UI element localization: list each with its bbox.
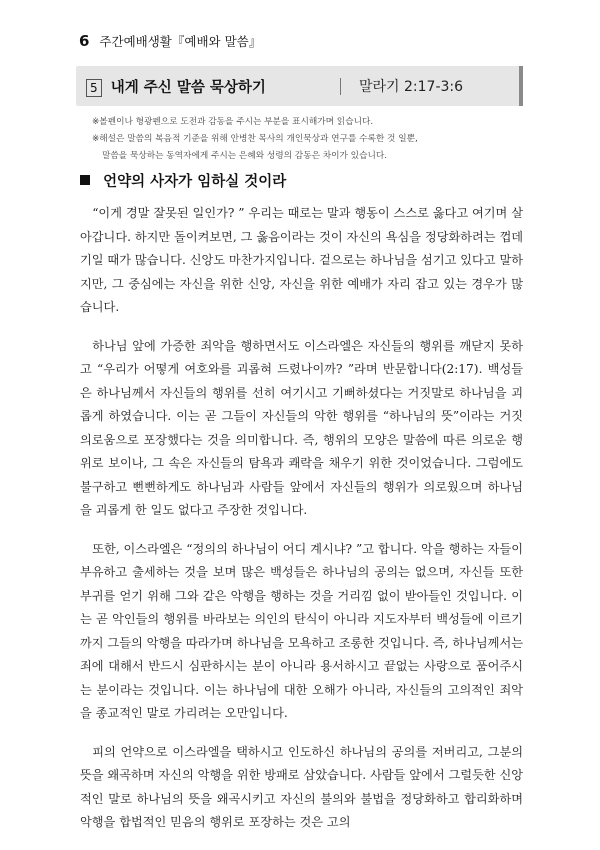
paragraph: 또한, 이스라엘은 “정의의 하나님이 어디 계시냐? ”고 합니다. 악을 행하는 자들이 부유하고 출세하는 것을 보며 많은 백성들은 하나님의 공의는 없으며, 자신들 또한 부귀를 얻기 위해 그와 같은 악행을 행하는 것을 거리낌 없이 받아들인 것입니다. 이는 곧 악인들의 행위를 바라보는 의인의 탄식이 아니라 지도자부터 백성들에 이르기까지 그들의 악행을 따라가며 하나님을 모욕하고 조롱한 것입니다. 즉, 하나님께서는 죄에 대해서 반드시 심판하시는 분이 아니라 용서하시고 끝없는 사랑으로 품어주시는 분이라는 것입니다. 이는 하나님에 대한 오해가 아니라, 자신들의 고의적인 죄악을 종교적인 말로 가리려는 오만입니다. bbox=[80, 541, 523, 720]
heading-text: 언약의 사자가 임하실 것이라 bbox=[103, 174, 287, 190]
section-number: 5 bbox=[86, 79, 102, 97]
section-divider bbox=[340, 78, 341, 95]
paragraph: 피의 언약으로 이스라엘을 택하시고 인도하신 하나님의 공의를 저버리고, 그분의 뜻을 왜곡하며 자신의 악행을 위한 방패로 삼았습니다. 사람들 앞에서 그럴듯한 신앙적인 말로 하나님의 뜻을 왜곡시키고 자신의 불의와 불법을 정당화하고 합리화하며 악행을 합법적인 믿음의 행위로 포장하는 것은 고의 bbox=[80, 744, 523, 829]
note-line: 말씀을 묵상하는 동역자에게 주시는 은혜와 성령의 감동은 차이가 있습니다. bbox=[102, 151, 388, 161]
note-line: ※볼펜이나 형광펜으로 도전과 감동을 주시는 부분을 표시해가며 읽습니다. bbox=[92, 117, 374, 127]
reading-notes bbox=[92, 114, 532, 165]
section-banner bbox=[76, 66, 523, 106]
book-title: 주간예배생활『예배와 말씀』 bbox=[99, 34, 262, 49]
banner-accent bbox=[519, 66, 523, 106]
page-number: 6 bbox=[79, 32, 90, 50]
section-heading bbox=[80, 170, 286, 191]
note-line: ※해설은 말씀의 복음적 기준을 위해 안병찬 목사의 개인묵상과 연구를 수록한 것 일뿐, bbox=[92, 134, 418, 144]
page-header bbox=[79, 32, 261, 50]
section-label bbox=[86, 76, 266, 97]
square-bullet-icon bbox=[80, 175, 90, 185]
paragraph: 하나님 앞에 가증한 죄악을 행하면서도 이스라엘은 자신들의 행위를 깨닫지 못하고 “우리가 어떻게 여호와를 괴롭혀 드렸나이까? ”라며 반문합니다(2:17). 백성들은 하나님께서 자신들의 행위를 선히 여기시고 기뻐하셨다는 거짓말로 하나님을 괴롭게 하였습니다. 이는 곧 그들이 자신들의 악한 행위를 “하나님의 뜻”이라는 거짓 의로움으로 포장했다는 것을 의미합니다. 즉, 행위의 모양은 말씀에 따른 의로운 행위로 보이나, 그 속은 자신들의 탐욕과 쾌락을 채우기 위한 것이었습니다. 그럼에도 불구하고 뻔뻔하게도 하나님과 사람들 앞에서 자신들의 행위가 의로웠으며 하나님을 괴롭게 한 일도 없다고 주장한 것입니다. bbox=[80, 338, 523, 517]
paragraph: “이게 경말 잘못된 일인가? ” 우리는 때로는 말과 행동이 스스로 옳다고 여기며 살아갑니다. 하지만 돌이켜보면, 그 옳음이라는 것이 자신의 욕심을 정당화하려는 껍데기일 때가 많습니다. 신앙도 마찬가지입니다. 겉으로는 하나님을 섬기고 있다고 말하지만, 그 중심에는 자신을 위한 신앙, 자신을 위한 예배가 자리 잡고 있는 경우가 많습니다. bbox=[80, 206, 523, 314]
section-title: 내게 주신 말씀 묵상하기 bbox=[110, 80, 266, 96]
article-body bbox=[80, 202, 523, 850]
scripture-reference: 말라기 2:17-3:6 bbox=[359, 79, 464, 95]
